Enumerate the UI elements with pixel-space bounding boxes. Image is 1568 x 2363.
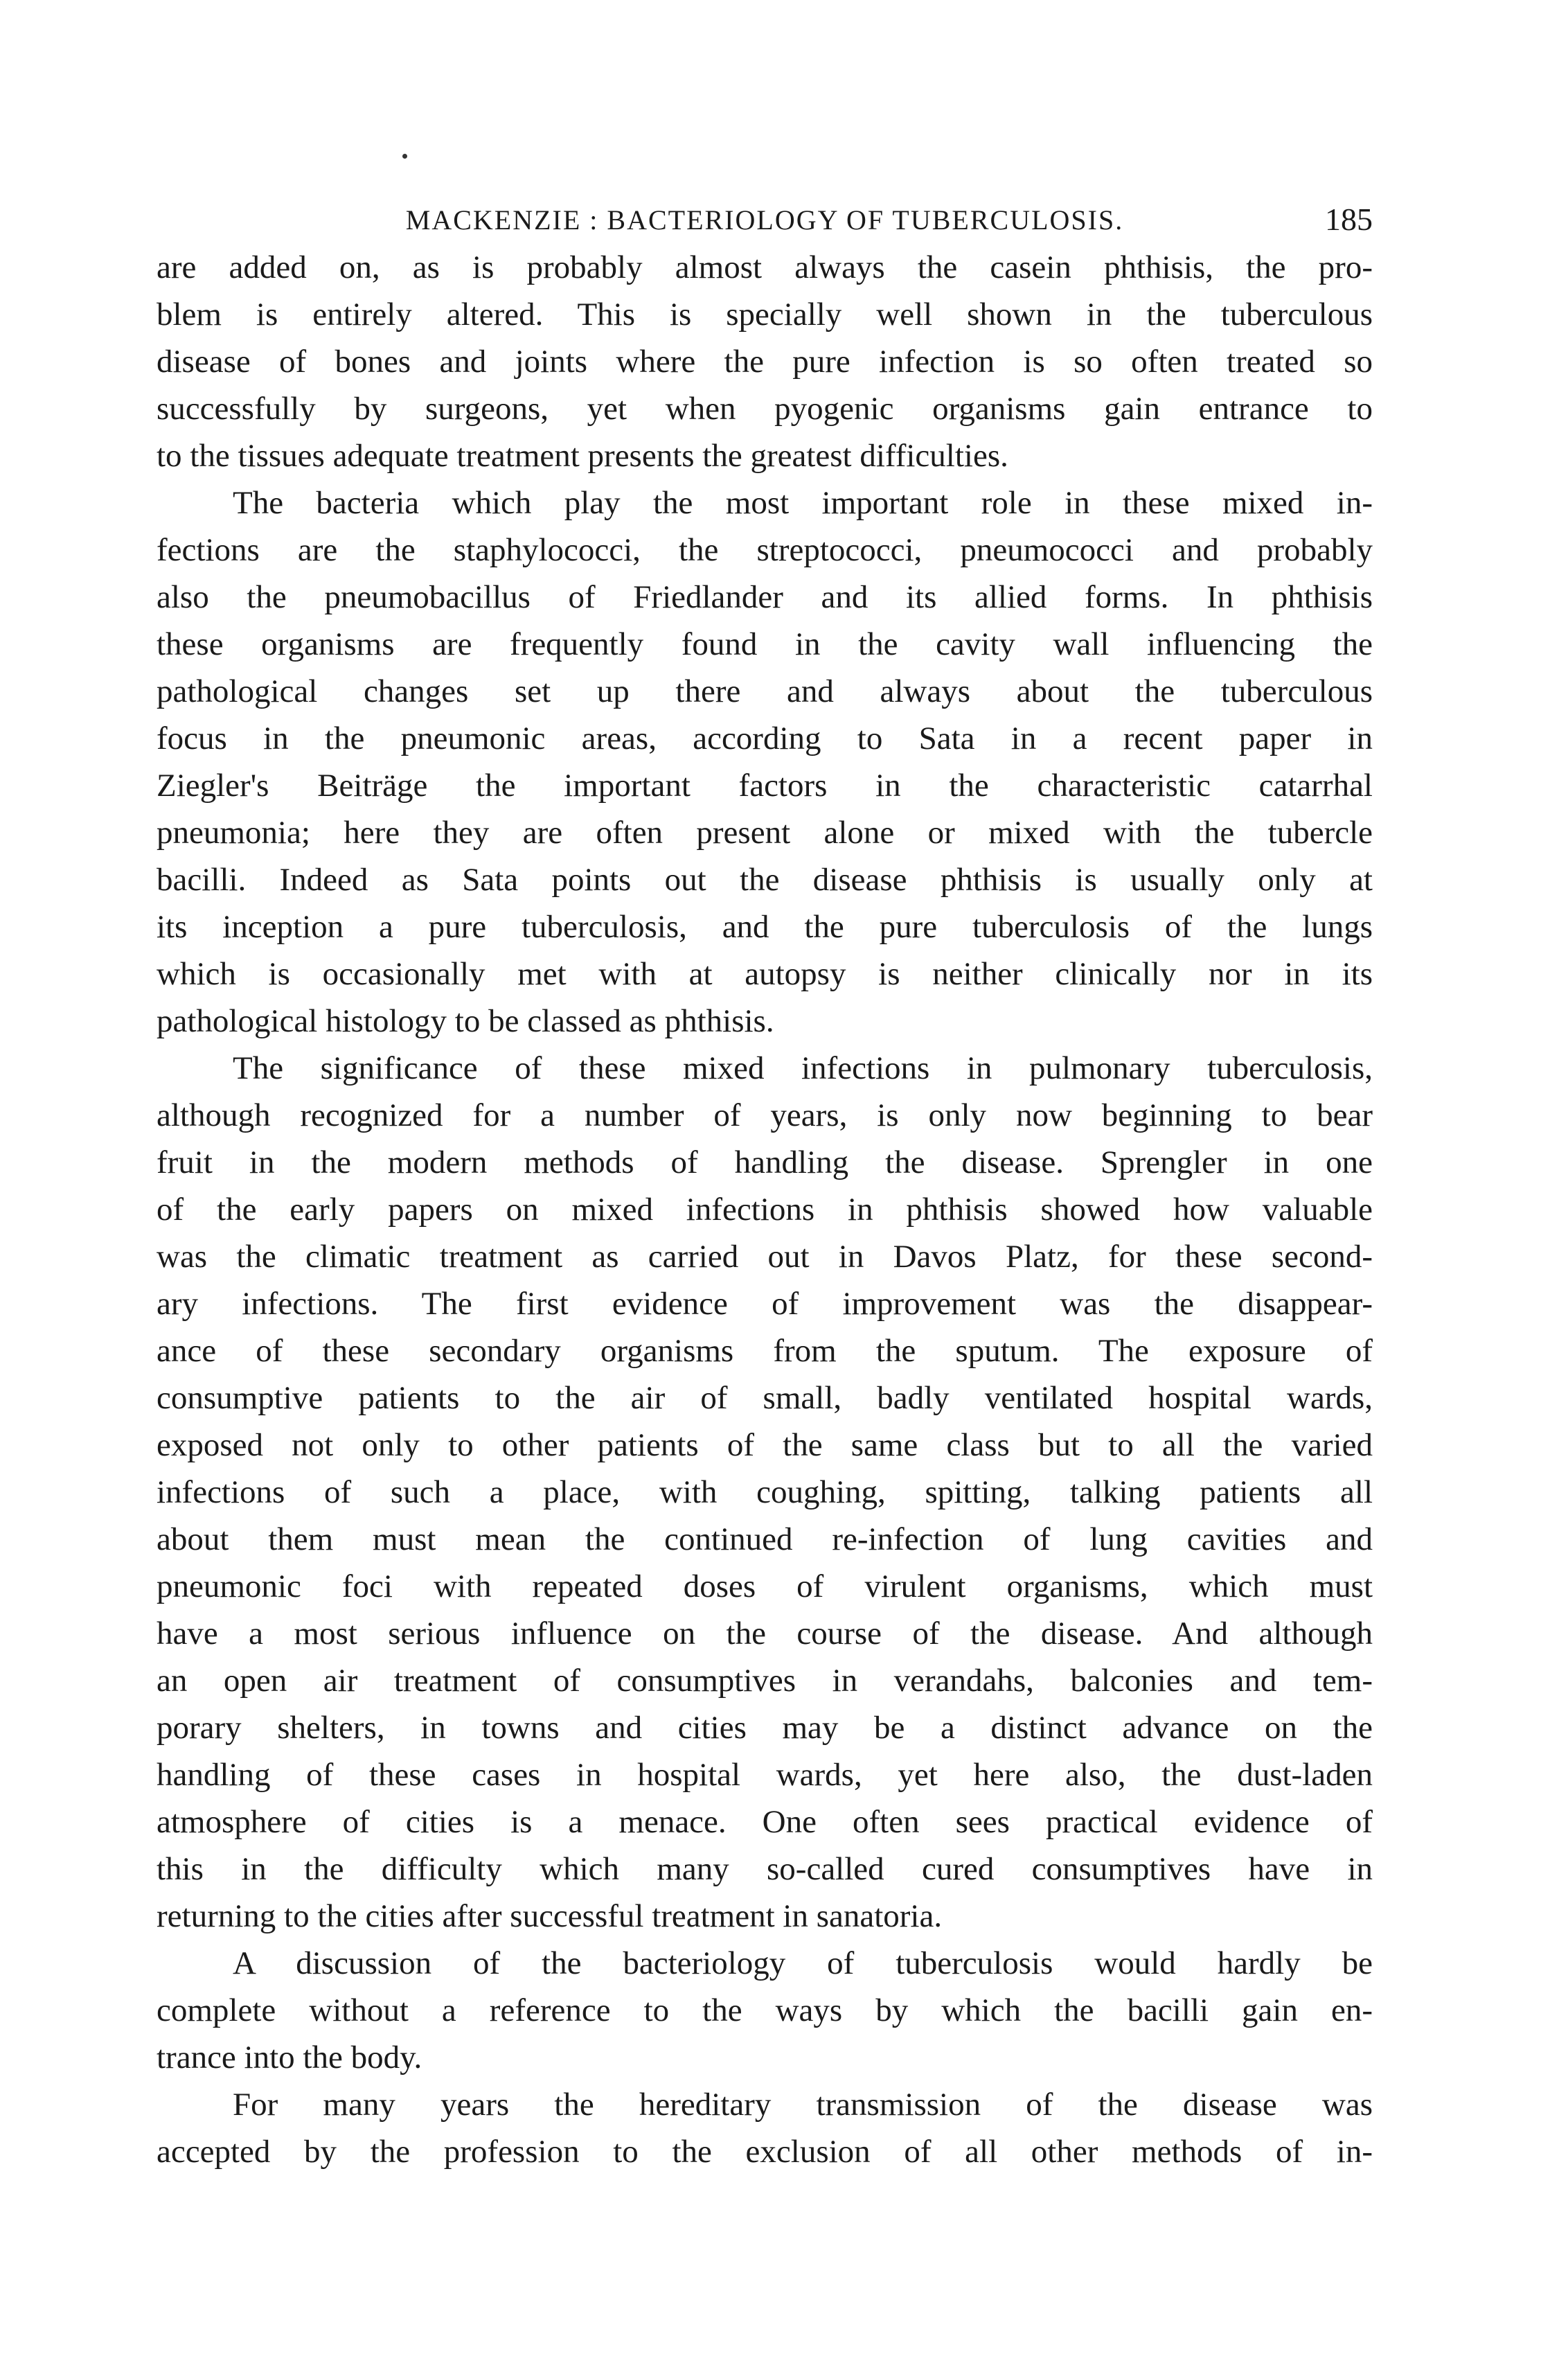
text-line: have a most serious influence on the course of the disease. And although: [157, 1616, 1373, 1652]
text-line: porary shelters, in towns and cities may be a distinct advance on the: [157, 1710, 1373, 1746]
text-line: trance into the body.: [157, 2039, 422, 2076]
text-line: this in the difficulty which many so-called cured consumptives have in: [157, 1851, 1373, 1887]
text-line: successfully by surgeons, yet when pyogenic organisms gain entrance to: [157, 391, 1373, 427]
text-line: ance of these secondary organisms from the sputum. The exposure of: [157, 1333, 1373, 1369]
text-line: disease of bones and joints where the pure infection is so often treated so: [157, 344, 1373, 380]
text-line: bacilli. Indeed as Sata points out the disease phthisis is usually only at: [157, 862, 1373, 898]
text-line: Ziegler's Beiträge the important factors in the characteristic catarrhal: [157, 768, 1373, 804]
text-line: pneumonia; here they are often present alone or mixed with the tubercle: [157, 815, 1373, 851]
text-line: complete without a reference to the ways by which the bacilli gain en-: [157, 1992, 1373, 2028]
text-line: handling of these cases in hospital wards, yet here also, the dust-laden: [157, 1757, 1373, 1793]
text-line: about them must mean the continued re-infection of lung cavities and: [157, 1521, 1373, 1557]
text-line: to the tissues adequate treatment presents the greatest difficulties.: [157, 438, 1008, 474]
paragraph-first-line: The significance of these mixed infections in pulmonary tuberculosis,: [233, 1050, 1373, 1086]
text-line: pathological changes set up there and always about the tuberculous: [157, 673, 1373, 709]
text-line: focus in the pneumonic areas, according to Sata in a recent paper in: [157, 720, 1373, 756]
text-line: fections are the staphylococci, the streptococci, pneumococci and probably: [157, 532, 1373, 568]
text-line: also the pneumobacillus of Friedlander and its allied forms. In phthisis: [157, 579, 1373, 615]
text-line: of the early papers on mixed infections in phthisis showed how valuable: [157, 1192, 1373, 1228]
text-line: blem is entirely altered. This is specially well shown in the tuberculous: [157, 297, 1373, 333]
text-line: which is occasionally met with at autopsy is neither clinically nor in its: [157, 956, 1373, 992]
running-head: MACKENZIE : BACTERIOLOGY OF TUBERCULOSIS.: [405, 204, 1124, 236]
text-line: pneumonic foci with repeated doses of virulent organisms, which must: [157, 1568, 1373, 1604]
text-line: pathological histology to be classed as phthisis.: [157, 1003, 774, 1039]
text-line: exposed not only to other patients of the same class but to all the varied: [157, 1427, 1373, 1463]
text-line: although recognized for a number of years, is only now beginning to bear: [157, 1097, 1373, 1133]
text-line: returning to the cities after successful treatment in sanatoria.: [157, 1898, 943, 1934]
text-line: ary infections. The first evidence of improvement was the disappear-: [157, 1286, 1373, 1322]
text-line: accepted by the profession to the exclusion of all other methods of in-: [157, 2134, 1373, 2170]
paragraph-first-line: A discussion of the bacteriology of tuberculosis would hardly be: [233, 1945, 1373, 1981]
text-line: infections of such a place, with coughing, spitting, talking patients all: [157, 1474, 1373, 1510]
print-speck: [402, 154, 407, 159]
paragraph-first-line: For many years the hereditary transmission of the disease was: [233, 2087, 1373, 2123]
text-line: are added on, as is probably almost always the casein phthisis, the pro-: [157, 249, 1373, 285]
paragraph-first-line: The bacteria which play the most important role in these mixed in-: [233, 485, 1373, 521]
text-line: an open air treatment of consumptives in verandahs, balconies and tem-: [157, 1663, 1373, 1699]
text-line: fruit in the modern methods of handling the disease. Sprengler in one: [157, 1144, 1373, 1180]
text-line: its inception a pure tuberculosis, and the pure tuberculosis of the lungs: [157, 909, 1373, 945]
text-line: these organisms are frequently found in the cavity wall influencing the: [157, 626, 1373, 662]
page-number: 185: [1325, 202, 1373, 237]
text-line: was the climatic treatment as carried out in Davos Platz, for these second-: [157, 1239, 1373, 1275]
text-line: atmosphere of cities is a menace. One often sees practical evidence of: [157, 1804, 1373, 1840]
page-header: [157, 201, 1373, 249]
body-text: [157, 244, 1373, 2175]
text-line: consumptive patients to the air of small, badly ventilated hospital wards,: [157, 1380, 1373, 1416]
